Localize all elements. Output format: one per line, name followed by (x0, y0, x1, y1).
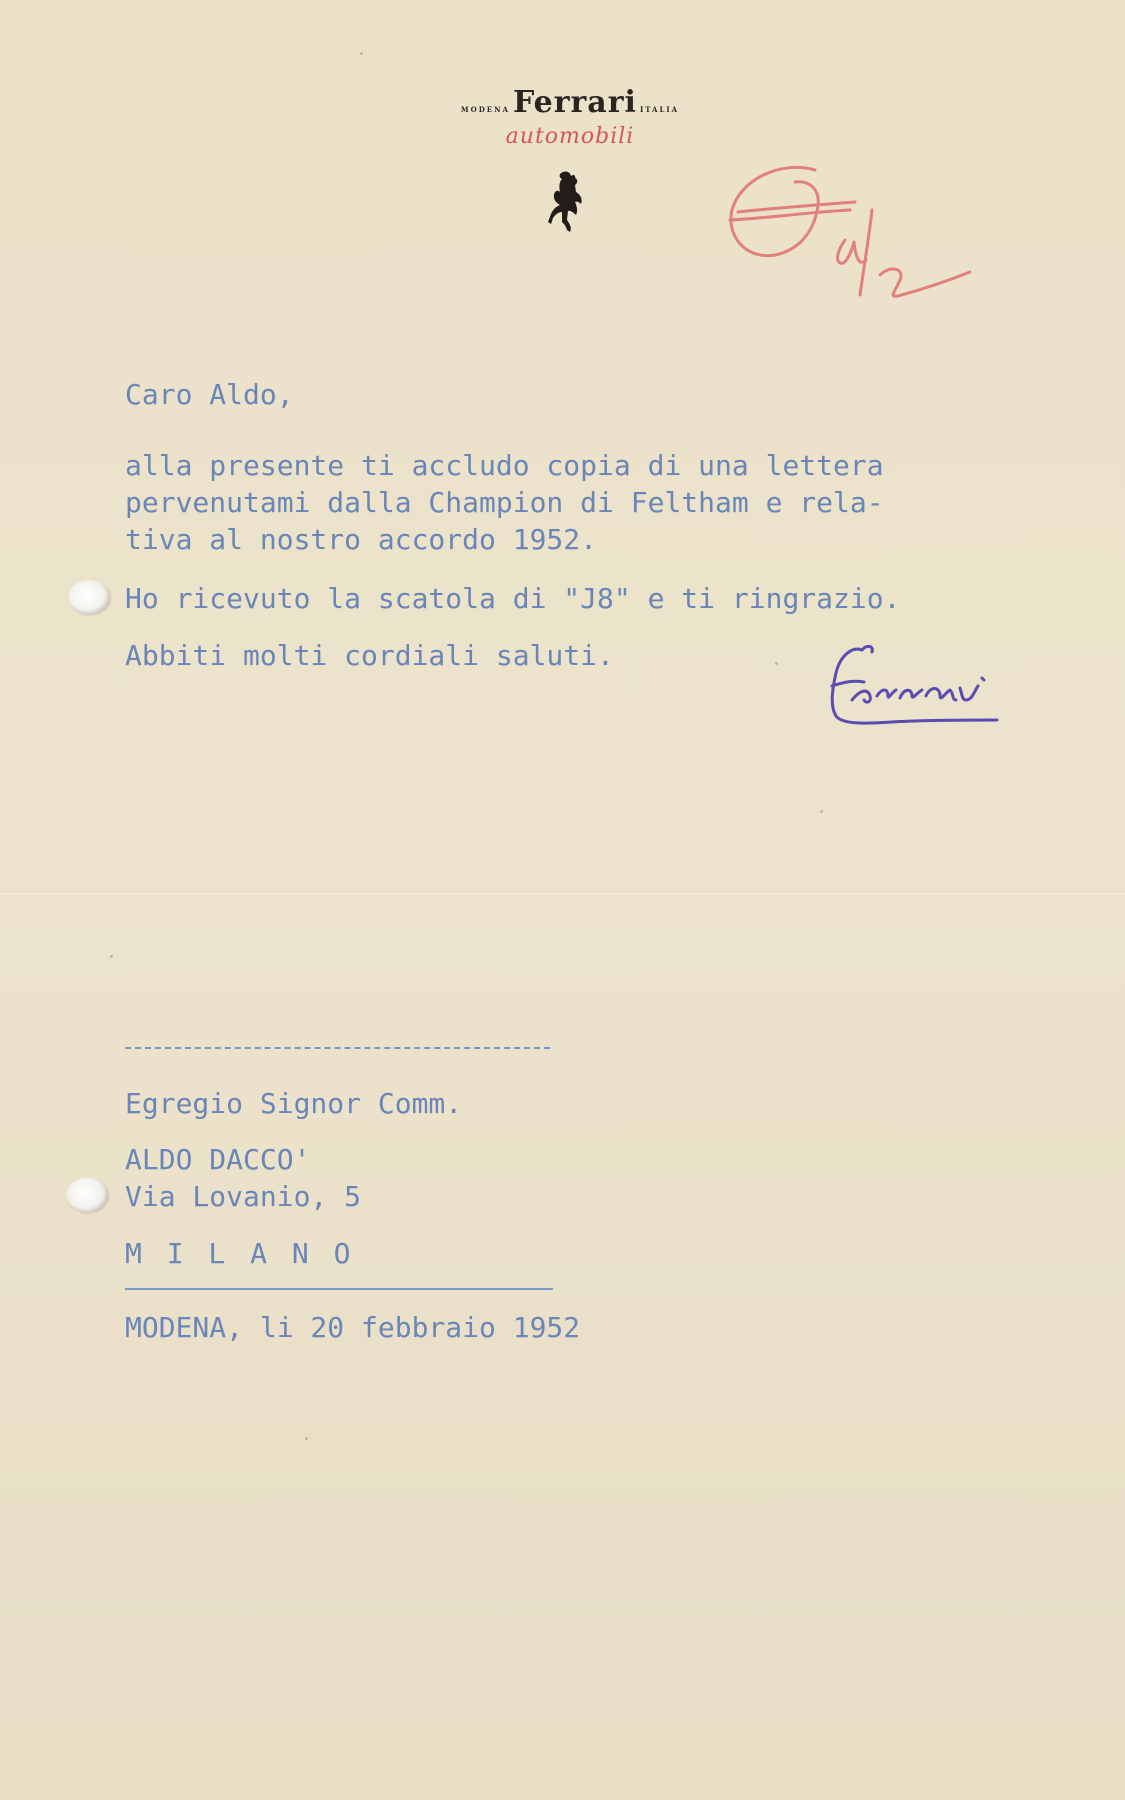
address-street: Via Lovanio, 5 (125, 1180, 362, 1213)
address-name: ALDO DACCO' (125, 1143, 311, 1176)
paper-speck (775, 662, 778, 665)
letterhead-brand-row (440, 85, 700, 120)
address-salutation: Egregio Signor Comm. (125, 1087, 463, 1120)
letter-paragraph-2: Ho ricevuto la scatola di "J8" e ti ringrazio. (125, 582, 901, 615)
paper-speck (820, 810, 823, 813)
letter-closing: Abbiti molti cordiali saluti. (125, 639, 614, 672)
address-separator-bottom (125, 1288, 553, 1290)
letterhead (440, 85, 700, 149)
address-separator-top (125, 1047, 550, 1049)
letterhead-country: ITALIA (639, 105, 680, 114)
prancing-horse-icon (540, 168, 588, 236)
letter-salutation: Caro Aldo, (125, 378, 294, 411)
letter-date-line: MODENA, li 20 febbraio 1952 (125, 1311, 581, 1344)
letterhead-brand: Ferrari (512, 85, 637, 120)
letterhead-subtitle: automobili (505, 124, 635, 149)
paper-speck (110, 955, 113, 958)
paper-speck (360, 52, 363, 55)
address-city: M I L A N O (125, 1237, 355, 1270)
red-pencil-initials-mark (720, 150, 980, 360)
paper-speck (305, 1437, 308, 1440)
handwritten-signature (822, 638, 1022, 738)
paragraph-line: pervenutami dalla Champion di Feltham e rela- (125, 486, 884, 519)
punch-hole (68, 580, 110, 614)
letterhead-city: MODENA (460, 105, 510, 114)
paragraph-line: alla presente ti accludo copia di una lettera (125, 449, 884, 482)
paragraph-line: tiva al nostro accordo 1952. (125, 523, 598, 556)
letter-paragraph-1 (125, 447, 884, 558)
punch-hole (66, 1178, 108, 1212)
paper-fold (0, 893, 1125, 897)
